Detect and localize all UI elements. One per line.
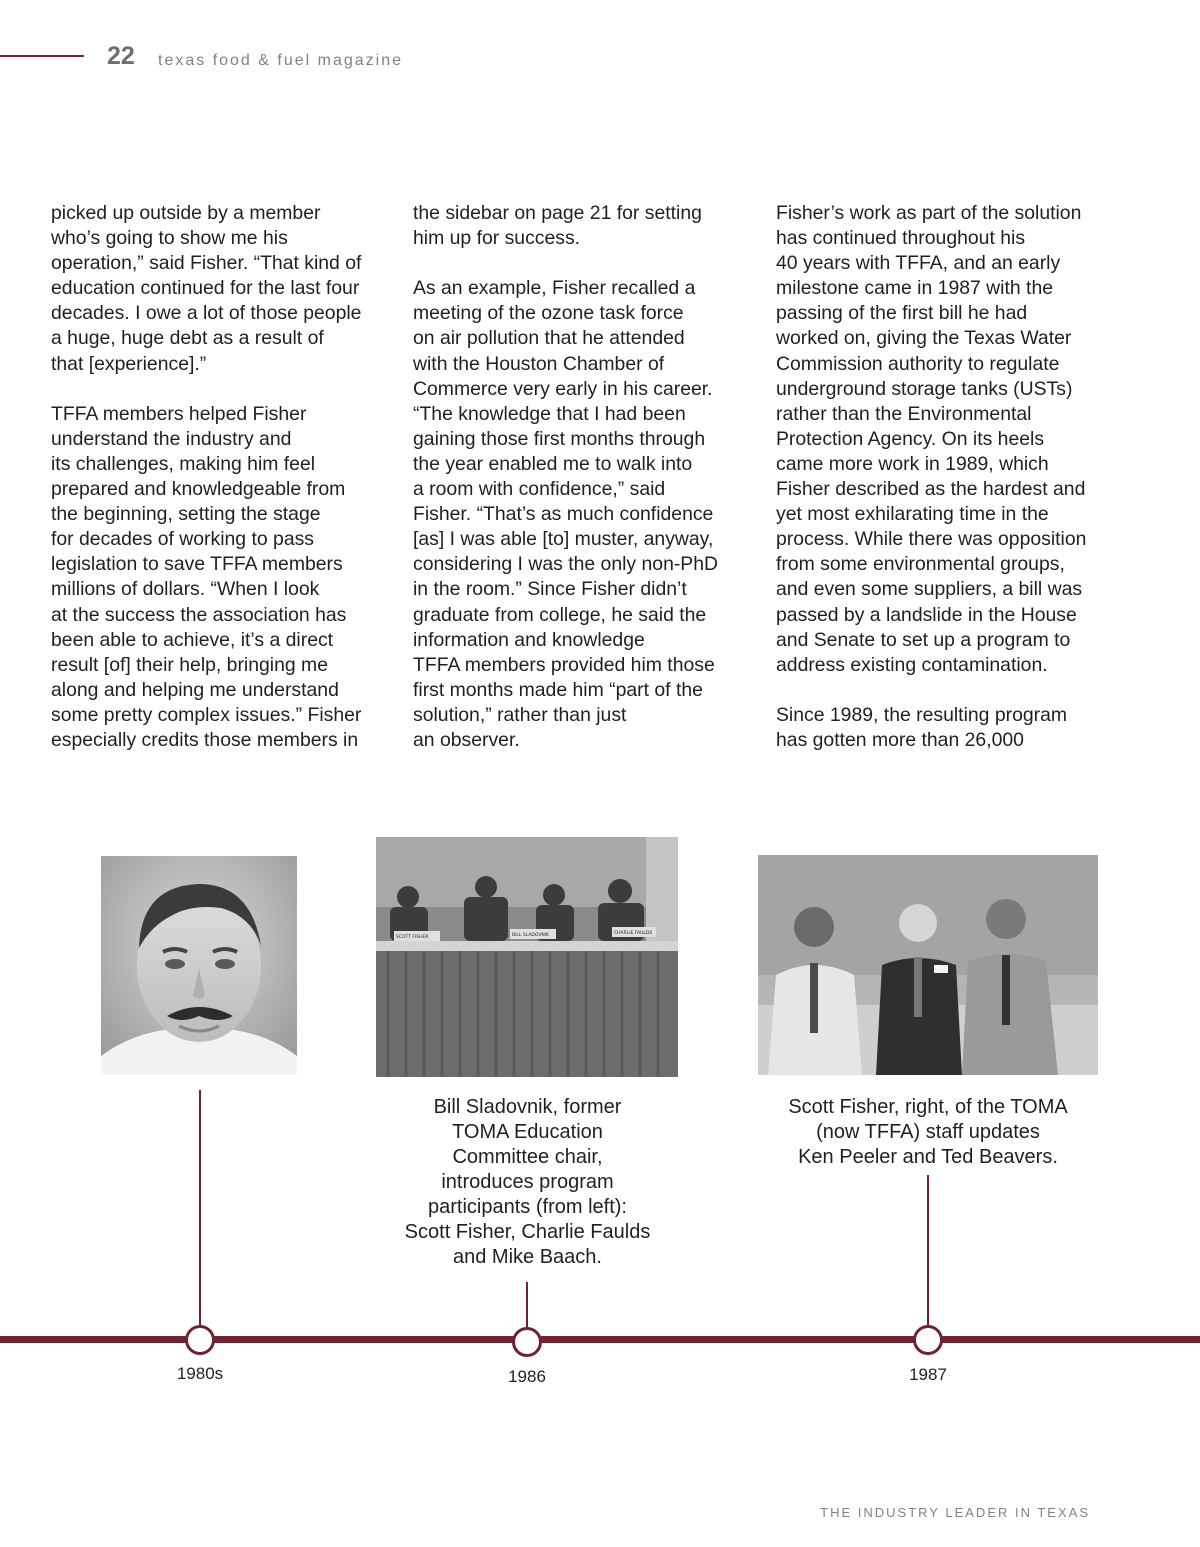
portrait-illustration	[101, 856, 297, 1075]
timeline-line	[0, 1336, 1200, 1343]
placard-3: CHARLIE FAULDS	[614, 931, 653, 936]
paragraph: the sidebar on page 21 for setting him up for success.	[413, 202, 702, 250]
paragraph: TFFA members helped Fisher understand the industry and its challenges, making him feel prepared and knowledgeable from the beginning, setting the stage for decades of working to pass legislation to save TFFA members millions of dollars. “When I look at the success the association has been able to achieve, it’s a direct result [of] their help, bringing me along and helping me understand some pretty complex issues.” Fisher especially credits those members in	[51, 402, 362, 751]
paragraph: Since 1989, the resulting program has gotten more than 26,000	[776, 703, 1068, 751]
conversation-illustration	[758, 855, 1098, 1075]
timeline-year-1987: 1987	[909, 1365, 947, 1384]
paragraph: As an example, Fisher recalled a meeting of the ozone task force on air pollution that he attended with the Houston Chamber of Commerce very early in his career. “The knowledge that I had been gaining those first months through the year enabled me to walk into a room with confidence,” said Fisher. “That’s as much confidence [as] I was able [to] muster, anyway, considering I was the only non-PhD in the room.” Since Fisher didn’t graduate from college, he said the information and knowledge TFFA members provided him those first months made him “part of the solution,” rather than just an observer.	[413, 277, 719, 751]
placard-1: SCOTT FISHER	[396, 935, 429, 940]
paragraph: Fisher’s work as part of the solution has continued throughout his 40 years with TFFA, and an early milestone came in 1987 with the passing of the first bill he had worked on, giving the Texas Water Commission authority to regulate underground storage tanks (USTs) rather than the Environmental Protection Agency. On its heels came more work in 1989, which Fisher described as the hardest and yet most exhilarating time in the process. While there was opposition from some environmental groups, and even some suppliers, a bill was passed by a landslide in the House and Senate to set up a program to address existing contamination.	[776, 202, 1087, 676]
timeline-stem-1986	[526, 1282, 528, 1330]
page-number: 22	[107, 42, 135, 70]
timeline-node-1986	[512, 1327, 542, 1357]
caption-1986: Bill Sladovnik, former TOMA Education Committee chair, introduces program participants (from left): Scott Fisher, Charlie Faulds and Mike Baach.	[404, 1096, 651, 1268]
placard-2: BILL SLADOVNIK	[512, 933, 550, 938]
panel-illustration	[376, 837, 678, 1077]
timeline-node-1987	[913, 1325, 943, 1355]
timeline-stem-1987	[927, 1175, 929, 1330]
conversation-photo-1987	[758, 855, 1098, 1075]
article-column-3	[776, 201, 1121, 778]
article-column-1	[51, 201, 396, 778]
header-rule	[0, 55, 84, 57]
caption-1987: Scott Fisher, right, of the TOMA (now TFFA) staff updates Ken Peeler and Ted Beavers.	[788, 1096, 1068, 1168]
article-column-2	[413, 201, 758, 778]
timeline-stem-1980s	[199, 1090, 201, 1330]
timeline-year-1980s: 1980s	[176, 1364, 224, 1383]
magazine-name: texas food & fuel magazine	[158, 52, 404, 69]
timeline-year-1986: 1986	[508, 1367, 546, 1386]
portrait-photo-1980s	[101, 856, 297, 1075]
timeline-node-1980s	[185, 1325, 215, 1355]
panel-photo-1986	[376, 837, 678, 1077]
paragraph: picked up outside by a member who’s going to show me his operation,” said Fisher. “That kind of education continued for the last four decades. I owe a lot of those people a huge, huge debt as a result of that [experience].”	[51, 202, 362, 375]
footer-tagline: THE INDUSTRY LEADER IN TEXAS	[820, 1505, 1090, 1520]
